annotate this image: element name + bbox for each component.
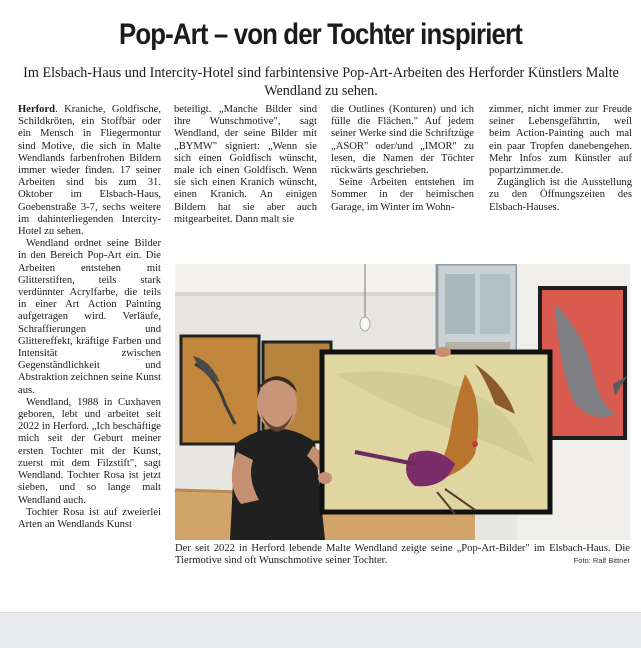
subheadline: Im Elsbach-Haus und Intercity-Hotel sind farbintensive Pop-Art-Arbeiten des Herforder Künstlers Malte Wendland zu sehen. [23,65,619,99]
paragraph: die Outlines (Konturen) und ich fülle die Flächen." Auf jedem seiner Werke sind die Schriftzüge „ASOR" oder/und „IMOR" zu lesen, die Namen der Töchter rückwärts geschrieben. [331,104,474,177]
paragraph: beteiligt. „Manche Bilder sind ihre Wunschmotive", sagt Wendland, der seine Bilder mit „BYMW" signiert: „Wenn sie sich einen Goldfisch wünscht, male ich einen Goldfisch. Wenn sie sich einen Kranich wünscht, einen Kranich. An einigen Bildern hat sie aber auch mitgearbeitet. Dann malt sie [174,104,317,225]
bottom-strip [0,612,641,648]
article-photo [175,264,630,540]
dateline: Herford [18,104,56,115]
paragraph: zimmer, nicht immer zur Freude seiner Lebensgefährtin, weil beim Action-Painting auch mal ein paar Tropfen danebengehen. Mehr Infos zum Künstler auf popartzimmer.de. [489,104,632,177]
paragraph: Seine Arbeiten entstehen im Sommer in der heimischen Garage, im Winter im Wohn- [331,177,474,213]
paragraph: Tochter Rosa ist auf zweierlei Arten an Wendlands Kunst [18,506,161,530]
paragraph: Wendland, 1988 in Cuxhaven geboren, lebt und arbeitet seit 2022 in Herford. „Ich beschäftige mich seit der Geburt meiner ersten Tochter mit der Kunst, zuerst mit dem Filzstift", sagt Wendland. Tochter Rosa ist jetzt sieben, und so lange malt Wendland auch. [18,396,161,506]
photo-caption: Der seit 2022 in Herford lebende Malte Wendland zeigte seine „Pop-Art-Bilder" im Elsbach-Haus. Die Tiermotive sind oft Wunschmotive seiner Tochter. [175,543,630,567]
article-column-1 [18,104,161,569]
paragraph: Herford. Kraniche, Goldfische, Schildkröten, ein Stoffbär oder ein Mensch in Fliegermontur sind Motive, die sich in Malte Wendlands farbenfrohen Bildern immer wieder finden. 17 seiner Arbeiten sind bis zum 31. Oktober im Elsbach-Haus, Goebenstraße 3-7, sechs weitere im dahinterliegenden Intercity-Hotel zu sehen. [18,104,161,238]
headline: Pop-Art – von der Tochter inspiriert [119,18,522,51]
photo-illustration [175,264,630,540]
article-column-4 [489,104,632,244]
paragraph: Zugänglich ist die Ausstellung zu den Öffnungszeiten des Elsbach-Hauses. [489,177,632,213]
article-column-3 [331,104,474,244]
article-column-2 [174,104,317,244]
paragraph: Wendland ordnet seine Bilder in den Bereich Pop-Art ein. Die Arbeiten entstehen mit Glitterstiften, teils stark verdünnter Acrylfarbe, die teils in einer Art Action Painting aufgetragen wird. Verläufe, Schraffierungen und Glittereffekt, kräftige Farben und Intensität zwischen Gegenständlichkeit und Abstraktion zeichnen seine Kunst aus. [18,238,161,396]
photo-credit: Foto: Ralf Bittner [573,556,630,565]
